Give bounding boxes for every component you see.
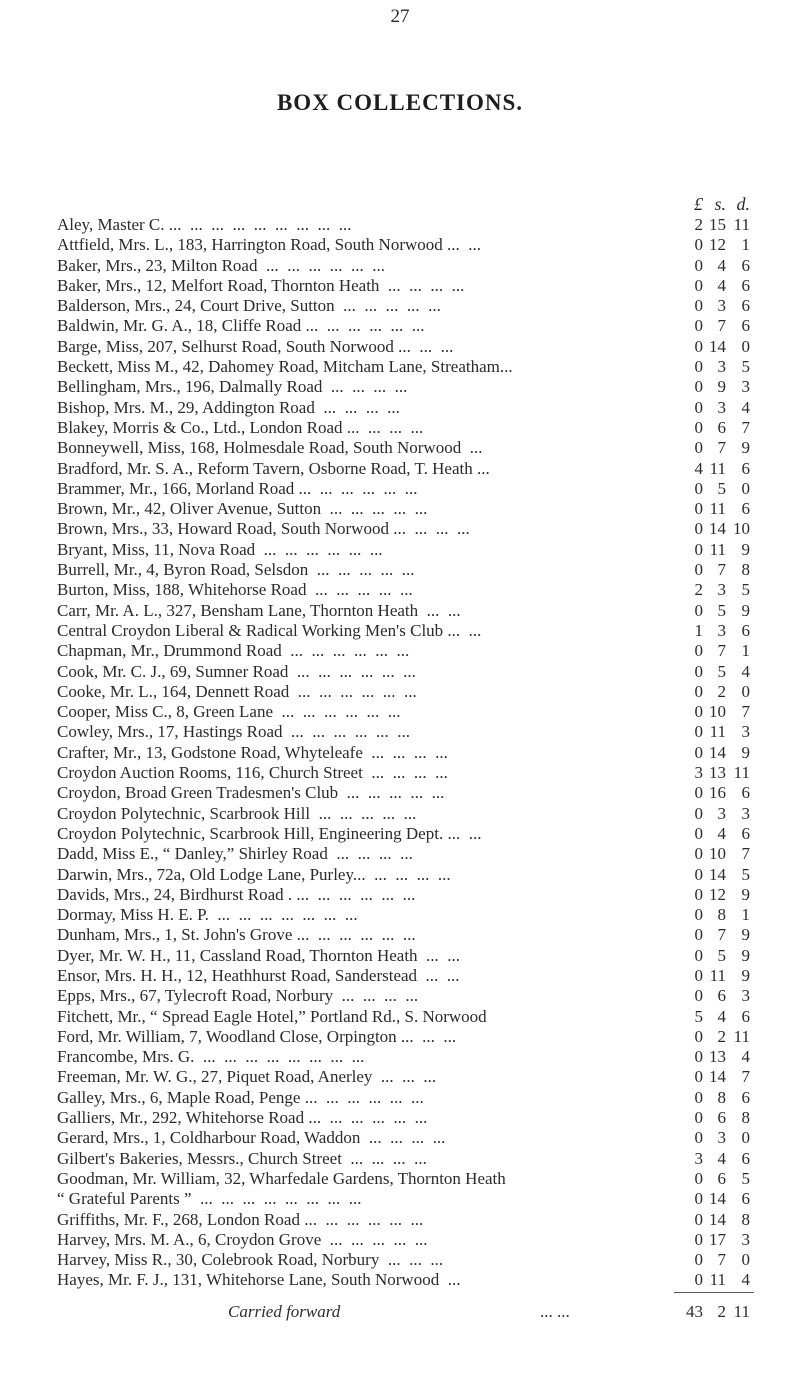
amount-pence: 6	[741, 458, 750, 478]
list-item	[0, 377, 800, 397]
amount-shillings: 7	[717, 438, 726, 458]
amount-shillings: 5	[717, 945, 726, 965]
donor-name: Baldwin, Mr. G. A., 18, Cliffe Road ... ... ... ... ... ...	[57, 316, 425, 336]
donor-name: Cooper, Miss C., 8, Green Lane ... ... ... ... ... ...	[57, 702, 401, 722]
amount-pence: 5	[741, 357, 750, 377]
amount-shillings: 3	[717, 620, 726, 640]
amount-pence: 9	[741, 884, 750, 904]
page-number: 27	[390, 6, 410, 27]
donor-name: Brammer, Mr., 166, Morland Road ... ... ... ... ... ...	[57, 478, 418, 498]
list-item	[0, 256, 800, 276]
amount-pence: 8	[741, 1108, 750, 1128]
amount-pence: 7	[741, 1067, 750, 1087]
list-item	[0, 966, 800, 986]
amount-pence: 9	[741, 925, 750, 945]
list-item	[0, 1007, 800, 1027]
amount-pounds: 0	[694, 336, 703, 356]
amount-shillings: 12	[709, 235, 726, 255]
donor-name: Attfield, Mrs. L., 183, Harrington Road, South Norwood ... ...	[57, 235, 482, 255]
list-item	[0, 499, 800, 519]
amount-pence: 1	[741, 905, 750, 925]
amount-pounds: 0	[694, 1168, 703, 1188]
list-item	[0, 804, 800, 824]
amount-shillings: 11	[709, 965, 726, 985]
amount-shillings: 8	[717, 905, 726, 925]
amount-pence: 6	[741, 1189, 750, 1209]
amount-pence: 1	[741, 641, 750, 661]
amount-pence: 4	[741, 1270, 750, 1290]
amount-shillings: 4	[717, 823, 726, 843]
amount-pence: 9	[741, 965, 750, 985]
amount-shillings: 14	[709, 1209, 726, 1229]
donor-name: Bonneywell, Miss, 168, Holmesdale Road, South Norwood ...	[57, 438, 483, 458]
amount-pounds: 3	[694, 763, 703, 783]
amount-shillings: 6	[717, 986, 726, 1006]
list-item	[0, 783, 800, 803]
total-shillings: 2	[717, 1302, 726, 1321]
donor-name: Barge, Miss, 207, Selhurst Road, South Norwood ... ... ...	[57, 336, 454, 356]
amount-pence: 3	[741, 722, 750, 742]
donor-name: Bryant, Miss, 11, Nova Road ... ... ... ... ... ...	[57, 539, 383, 559]
amount-pence: 6	[741, 1148, 750, 1168]
list-item	[0, 621, 800, 641]
amount-pence: 5	[741, 864, 750, 884]
donor-name: Galliers, Mr., 292, Whitehorse Road ... ... ... ... ... ...	[57, 1108, 428, 1128]
amount-pounds: 0	[694, 823, 703, 843]
carried-forward-label: Carried forward	[228, 1302, 341, 1321]
donor-name: Dadd, Miss E., “ Danley,” Shirley Road ... ... ... ...	[57, 844, 413, 864]
total-rule	[674, 1292, 754, 1293]
total-pounds: 43	[686, 1302, 703, 1321]
list-item	[0, 519, 800, 539]
donor-name: Croydon Auction Rooms, 116, Church Street ... ... ... ...	[57, 763, 448, 783]
amount-pounds: 0	[694, 438, 703, 458]
donor-name: Balderson, Mrs., 24, Court Drive, Sutton ... ... ... ... ...	[57, 296, 441, 316]
list-item	[0, 580, 800, 600]
amount-pence: 6	[741, 499, 750, 519]
donor-name: Goodman, Mr. William, 32, Wharfedale Gardens, Thornton Heath	[57, 1168, 506, 1188]
donor-name: Burrell, Mr., 4, Byron Road, Selsdon ... ... ... ... ...	[57, 560, 415, 580]
amount-shillings: 7	[717, 316, 726, 336]
amount-pence: 6	[741, 823, 750, 843]
amount-shillings: 2	[717, 681, 726, 701]
amount-pence: 4	[741, 397, 750, 417]
list-item	[0, 824, 800, 844]
amount-shillings: 14	[709, 336, 726, 356]
list-item	[0, 1270, 800, 1290]
amount-pounds: 0	[694, 296, 703, 316]
amount-shillings: 4	[717, 1148, 726, 1168]
amount-pounds: 0	[694, 965, 703, 985]
donor-name: Bradford, Mr. S. A., Reform Tavern, Osborne Road, T. Heath ...	[57, 458, 490, 478]
amount-shillings: 13	[709, 1047, 726, 1067]
donor-name: Brown, Mrs., 33, Howard Road, South Norwood ... ... ... ...	[57, 519, 470, 539]
list-item	[0, 398, 800, 418]
list-item	[0, 1189, 800, 1209]
list-item	[0, 438, 800, 458]
amount-pounds: 0	[694, 1128, 703, 1148]
amount-shillings: 14	[709, 742, 726, 762]
amount-pounds: 0	[694, 945, 703, 965]
donor-name: Baker, Mrs., 23, Milton Road ... ... ... ... ... ...	[57, 255, 385, 275]
amount-shillings: 15	[709, 215, 726, 234]
amount-pence: 6	[741, 1087, 750, 1107]
donor-name: Griffiths, Mr. F., 268, London Road ... ... ... ... ... ...	[57, 1209, 424, 1229]
amount-pounds: 0	[694, 539, 703, 559]
amount-pounds: 0	[694, 722, 703, 742]
amount-pence: 3	[741, 1229, 750, 1249]
donor-name: Freeman, Mr. W. G., 27, Piquet Road, Anerley ... ... ...	[57, 1067, 437, 1087]
donor-name: Dunham, Mrs., 1, St. John's Grove ... ... ... ... ... ...	[57, 925, 416, 945]
amount-pence: 0	[741, 1128, 750, 1148]
amount-pence: 6	[741, 316, 750, 336]
list-item	[0, 276, 800, 296]
pence-column-header: d.	[736, 194, 750, 214]
amount-shillings: 3	[717, 296, 726, 316]
amount-pounds: 0	[694, 235, 703, 255]
donor-name: Baker, Mrs., 12, Melfort Road, Thornton Heath ... ... ... ...	[57, 275, 465, 295]
amount-pence: 6	[741, 255, 750, 275]
donor-name: Central Croydon Liberal & Radical Working Men's Club ... ...	[57, 620, 482, 640]
amount-pounds: 0	[694, 1209, 703, 1229]
pounds-column-header: £	[694, 194, 703, 214]
donor-name: Chapman, Mr., Drummond Road ... ... ... ... ... ...	[57, 641, 410, 661]
amount-pence: 3	[741, 377, 750, 397]
list-item	[0, 1088, 800, 1108]
list-item	[0, 296, 800, 316]
list-item	[0, 641, 800, 661]
amount-shillings: 8	[717, 1087, 726, 1107]
amount-shillings: 7	[717, 1250, 726, 1270]
amount-shillings: 14	[709, 519, 726, 539]
amount-pounds: 5	[694, 1006, 703, 1026]
amount-pence: 3	[741, 986, 750, 1006]
list-item	[0, 1210, 800, 1230]
amount-shillings: 6	[717, 417, 726, 437]
amount-pence: 4	[741, 661, 750, 681]
amount-pounds: 0	[694, 1189, 703, 1209]
amount-pounds: 0	[694, 844, 703, 864]
amount-shillings: 14	[709, 864, 726, 884]
list-item	[0, 722, 800, 742]
amount-pence: 9	[741, 742, 750, 762]
list-item	[0, 1169, 800, 1189]
amount-pence: 5	[741, 1168, 750, 1188]
amount-pence: 11	[733, 763, 750, 783]
amount-shillings: 2	[717, 1026, 726, 1046]
amount-shillings: 4	[717, 1006, 726, 1026]
donor-name: Dormay, Miss H. E. P. ... ... ... ... ... ... ...	[57, 905, 358, 925]
amount-shillings: 11	[709, 1270, 726, 1290]
amount-pence: 6	[741, 275, 750, 295]
donor-name: Gerard, Mrs., 1, Coldharbour Road, Waddon ... ... ... ...	[57, 1128, 446, 1148]
amount-pounds: 0	[694, 316, 703, 336]
donor-name: Davids, Mrs., 24, Birdhurst Road . ... ... ... ... ... ...	[57, 884, 416, 904]
amount-pence: 7	[741, 844, 750, 864]
list-item	[0, 1027, 800, 1047]
amount-pounds: 0	[694, 417, 703, 437]
donor-name: Dyer, Mr. W. H., 11, Cassland Road, Thornton Heath ... ...	[57, 945, 461, 965]
amount-pence: 7	[741, 702, 750, 722]
amount-pounds: 0	[694, 255, 703, 275]
donor-name: Brown, Mr., 42, Oliver Avenue, Sutton ... ... ... ... ...	[57, 499, 428, 519]
amount-shillings: 10	[709, 844, 726, 864]
amount-pence: 0	[741, 478, 750, 498]
amount-pounds: 0	[694, 275, 703, 295]
list-item	[0, 743, 800, 763]
amount-pounds: 0	[694, 357, 703, 377]
amount-pounds: 0	[694, 1250, 703, 1270]
amount-pounds: 0	[694, 783, 703, 803]
list-item	[0, 316, 800, 336]
donor-name: Harvey, Miss R., 30, Colebrook Road, Norbury ... ... ...	[57, 1250, 444, 1270]
amount-pounds: 0	[694, 681, 703, 701]
carried-forward-row	[0, 1301, 800, 1323]
amount-shillings: 11	[709, 722, 726, 742]
donor-name: Galley, Mrs., 6, Maple Road, Penge ... ... ... ... ... ...	[57, 1087, 424, 1107]
amount-pence: 0	[741, 1250, 750, 1270]
donor-name: Carr, Mr. A. L., 327, Bensham Lane, Thornton Heath ... ...	[57, 600, 461, 620]
amount-shillings: 3	[717, 357, 726, 377]
donor-name: Burton, Miss, 188, Whitehorse Road ... ... ... ... ...	[57, 580, 413, 600]
list-item	[0, 662, 800, 682]
amount-shillings: 5	[717, 600, 726, 620]
list-item	[0, 1047, 800, 1067]
donor-name: Beckett, Miss M., 42, Dahomey Road, Mitcham Lane, Streatham...	[57, 357, 513, 377]
amount-shillings: 3	[717, 803, 726, 823]
amount-shillings: 14	[709, 1067, 726, 1087]
amount-pounds: 0	[694, 600, 703, 620]
amount-shillings: 11	[709, 499, 726, 519]
list-item	[0, 865, 800, 885]
amount-pounds: 2	[694, 215, 703, 234]
amount-shillings: 11	[709, 458, 726, 478]
amount-shillings: 6	[717, 1168, 726, 1188]
donor-name: Gilbert's Bakeries, Messrs., Church Street ... ... ... ...	[57, 1148, 427, 1168]
amount-shillings: 6	[717, 1108, 726, 1128]
amount-shillings: 7	[717, 641, 726, 661]
collections-list	[0, 215, 800, 1291]
amount-pence: 9	[741, 600, 750, 620]
donor-name: “ Grateful Parents ” ... ... ... ... ... ... ... ...	[57, 1189, 362, 1209]
donor-name: Aley, Master C. ... ... ... ... ... ... ... ... ...	[57, 215, 352, 234]
donor-name: Hayes, Mr. F. J., 131, Whitehorse Lane, South Norwood ...	[57, 1270, 461, 1290]
list-item	[0, 946, 800, 966]
list-item	[0, 925, 800, 945]
donor-name: Blakey, Morris & Co., Ltd., London Road ... ... ... ...	[57, 417, 424, 437]
list-item	[0, 235, 800, 255]
amount-pence: 7	[741, 417, 750, 437]
amount-pence: 8	[741, 1209, 750, 1229]
amount-shillings: 16	[709, 783, 726, 803]
amount-pounds: 0	[694, 560, 703, 580]
amount-pounds: 4	[694, 458, 703, 478]
amount-pence: 6	[741, 296, 750, 316]
amount-pounds: 0	[694, 641, 703, 661]
amount-pence: 10	[733, 519, 750, 539]
amount-pounds: 0	[694, 1229, 703, 1249]
amount-pence: 9	[741, 945, 750, 965]
amount-shillings: 3	[717, 1128, 726, 1148]
amount-pence: 9	[741, 539, 750, 559]
amount-pounds: 0	[694, 1108, 703, 1128]
amount-pounds: 0	[694, 905, 703, 925]
page-title: BOX COLLECTIONS.	[276, 90, 524, 115]
amount-pounds: 0	[694, 1026, 703, 1046]
shillings-column-header: s.	[714, 194, 726, 214]
amount-pounds: 0	[694, 377, 703, 397]
amount-pounds: 0	[694, 864, 703, 884]
amount-pence: 6	[741, 620, 750, 640]
amount-pounds: 2	[694, 580, 703, 600]
donor-name: Cooke, Mr. L., 164, Dennett Road ... ... ... ... ... ...	[57, 681, 417, 701]
list-item	[0, 682, 800, 702]
amount-shillings: 10	[709, 702, 726, 722]
amount-pounds: 0	[694, 742, 703, 762]
amount-pounds: 0	[694, 986, 703, 1006]
list-item	[0, 905, 800, 925]
total-pence: 11	[733, 1302, 750, 1321]
list-item	[0, 479, 800, 499]
list-item	[0, 337, 800, 357]
amount-pence: 0	[741, 336, 750, 356]
donor-name: Cowley, Mrs., 17, Hastings Road ... ... ... ... ... ...	[57, 722, 411, 742]
amount-pounds: 0	[694, 1047, 703, 1067]
list-item	[0, 844, 800, 864]
amount-pence: 6	[741, 1006, 750, 1026]
amount-pence: 9	[741, 438, 750, 458]
donor-name: Ford, Mr. William, 7, Woodland Close, Orpington ... ... ...	[57, 1026, 457, 1046]
list-item	[0, 540, 800, 560]
donor-name: Fitchett, Mr., “ Spread Eagle Hotel,” Portland Rd., S. Norwood	[57, 1006, 487, 1026]
amount-shillings: 17	[709, 1229, 726, 1249]
list-item	[0, 1108, 800, 1128]
donor-name: Croydon, Broad Green Tradesmen's Club ... ... ... ... ...	[57, 783, 445, 803]
amount-pounds: 1	[694, 620, 703, 640]
amount-pounds: 0	[694, 1067, 703, 1087]
list-item	[0, 459, 800, 479]
amount-pence: 11	[733, 215, 750, 234]
donor-name: Cook, Mr. C. J., 69, Sumner Road ... ... ... ... ... ...	[57, 661, 416, 681]
donor-name: Darwin, Mrs., 72a, Old Lodge Lane, Purley... ... ... ... ...	[57, 864, 451, 884]
amount-pounds: 0	[694, 1087, 703, 1107]
amount-pounds: 3	[694, 1148, 703, 1168]
list-item	[0, 357, 800, 377]
amount-pence: 3	[741, 803, 750, 823]
donor-name: Francombe, Mrs. G. ... ... ... ... ... ... ... ...	[57, 1047, 365, 1067]
amount-shillings: 5	[717, 478, 726, 498]
amount-pounds: 0	[694, 478, 703, 498]
list-item	[0, 986, 800, 1006]
list-item	[0, 1230, 800, 1250]
amount-pence: 8	[741, 560, 750, 580]
amount-pounds: 0	[694, 397, 703, 417]
list-item	[0, 1250, 800, 1270]
donor-name: Harvey, Mrs. M. A., 6, Croydon Grove ... ... ... ... ...	[57, 1229, 428, 1249]
list-item	[0, 1067, 800, 1087]
donor-name: Croydon Polytechnic, Scarbrook Hill ... ... ... ... ...	[57, 803, 417, 823]
amount-pence: 6	[741, 783, 750, 803]
amount-shillings: 13	[709, 763, 726, 783]
amount-pence: 0	[741, 681, 750, 701]
list-item	[0, 702, 800, 722]
list-item	[0, 1128, 800, 1148]
list-item	[0, 560, 800, 580]
donor-name: Bishop, Mrs. M., 29, Addington Road ... ... ... ...	[57, 397, 400, 417]
donor-name: Epps, Mrs., 67, Tylecroft Road, Norbury ... ... ... ...	[57, 986, 419, 1006]
amount-shillings: 5	[717, 661, 726, 681]
list-item	[0, 215, 800, 235]
amount-shillings: 7	[717, 560, 726, 580]
amount-pence: 4	[741, 1047, 750, 1067]
list-item	[0, 1149, 800, 1169]
donor-name: Crafter, Mr., 13, Godstone Road, Whyteleafe ... ... ... ...	[57, 742, 448, 762]
amount-shillings: 12	[709, 884, 726, 904]
list-item	[0, 885, 800, 905]
amount-shillings: 3	[717, 580, 726, 600]
amount-pounds: 0	[694, 884, 703, 904]
amount-shillings: 4	[717, 275, 726, 295]
donor-name: Bellingham, Mrs., 196, Dalmally Road ... ... ... ...	[57, 377, 408, 397]
list-item	[0, 763, 800, 783]
amount-pence: 1	[741, 235, 750, 255]
amount-pounds: 0	[694, 499, 703, 519]
amount-shillings: 7	[717, 925, 726, 945]
amount-pounds: 0	[694, 1270, 703, 1290]
amount-shillings: 11	[709, 539, 726, 559]
amount-shillings: 9	[717, 377, 726, 397]
amount-pounds: 0	[694, 519, 703, 539]
donor-name: Ensor, Mrs. H. H., 12, Heathhurst Road, Sanderstead ... ...	[57, 965, 460, 985]
amount-pounds: 0	[694, 702, 703, 722]
amount-pounds: 0	[694, 661, 703, 681]
amount-pence: 5	[741, 580, 750, 600]
amount-shillings: 14	[709, 1189, 726, 1209]
amount-shillings: 4	[717, 255, 726, 275]
list-item	[0, 601, 800, 621]
amount-shillings: 3	[717, 397, 726, 417]
list-item	[0, 418, 800, 438]
donor-name: Croydon Polytechnic, Scarbrook Hill, Engineering Dept. ... ...	[57, 823, 482, 843]
carried-forward-leaders: ... ...	[540, 1302, 570, 1321]
amount-pounds: 0	[694, 925, 703, 945]
amount-pence: 11	[733, 1026, 750, 1046]
amount-pounds: 0	[694, 803, 703, 823]
